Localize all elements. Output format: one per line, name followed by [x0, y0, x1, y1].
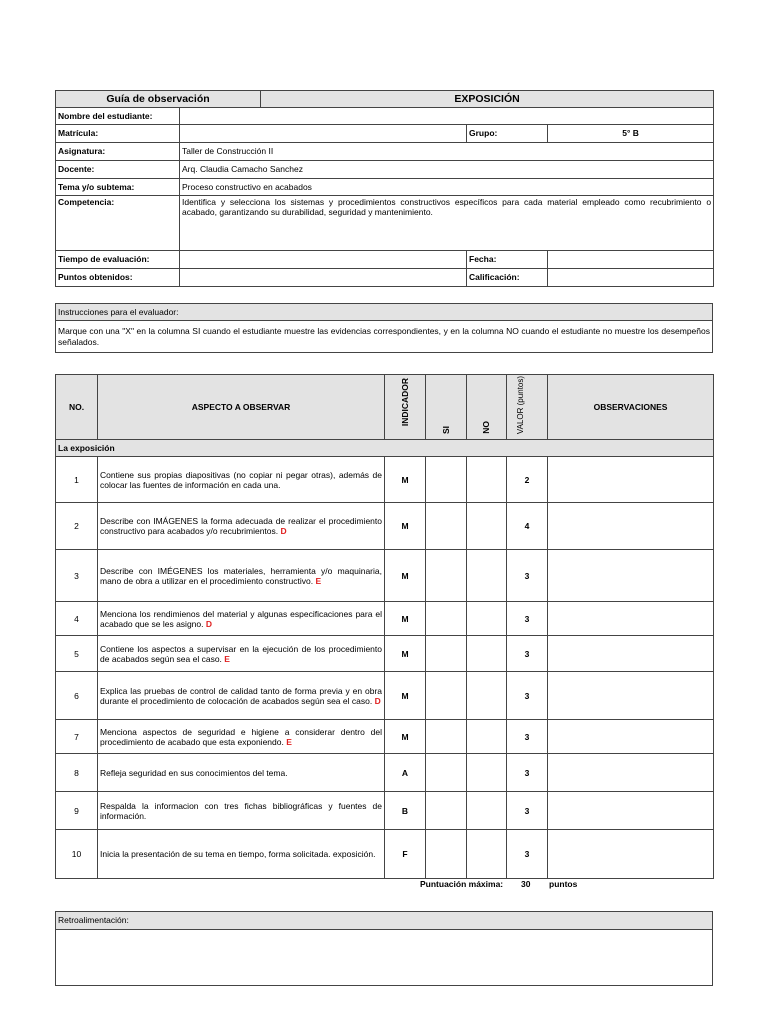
row-aspect-text: Describe con IMÉGENES los materiales, herramienta y/o maquinaria, mano de obra a utilizar en el procedimiento constructivo. — [100, 565, 382, 586]
row-aspect-text: Refleja seguridad en sus conocimientos del tema. — [100, 767, 288, 778]
row-value: 3 — [507, 754, 548, 792]
row-aspect-text: Menciona los rendimienos del material y algunas especificaciones para el acabado que se les asigno. — [100, 608, 382, 629]
table-row — [56, 792, 714, 830]
observation-table — [55, 374, 714, 879]
row-no-cell[interactable] — [467, 830, 507, 879]
guide-title: Guía de observación — [56, 91, 261, 108]
row-si-cell[interactable] — [426, 792, 467, 830]
col-header-si: SI — [426, 375, 467, 440]
row-observations[interactable] — [548, 792, 714, 830]
tema-label: Tema y/o subtema: — [56, 179, 180, 196]
row-no-cell[interactable] — [467, 754, 507, 792]
table-row — [56, 503, 714, 550]
row-number: 7 — [56, 720, 98, 754]
docente-value: Arq. Claudia Camacho Sanchez — [180, 161, 714, 179]
asignatura-label: Asignatura: — [56, 143, 180, 161]
row-indicator: M — [385, 672, 426, 720]
exposicion-title: EXPOSICIÓN — [261, 91, 714, 108]
row-aspect — [98, 792, 385, 830]
row-observations[interactable] — [548, 602, 714, 636]
row-aspect-text: Respalda la informacion con tres fichas bibliográficas y fuentes de información. — [100, 800, 382, 821]
row-value: 3 — [507, 602, 548, 636]
row-number: 10 — [56, 830, 98, 879]
row-aspect-text: Inicia la presentación de su tema en tiempo, forma solicitada. exposición. — [100, 849, 376, 860]
row-observations[interactable] — [548, 672, 714, 720]
table-row — [56, 550, 714, 602]
row-value: 3 — [507, 636, 548, 672]
matricula-value — [180, 125, 467, 143]
row-observations[interactable] — [548, 754, 714, 792]
row-aspect — [98, 636, 385, 672]
header-table — [55, 90, 714, 287]
row-value: 2 — [507, 457, 548, 503]
row-number: 6 — [56, 672, 98, 720]
row-observations[interactable] — [548, 830, 714, 879]
calificacion-label: Calificación: — [467, 269, 548, 287]
row-value: 3 — [507, 550, 548, 602]
asignatura-value: Taller de Construcción II — [180, 143, 714, 161]
row-no-cell[interactable] — [467, 602, 507, 636]
row-value: 3 — [507, 720, 548, 754]
table-row — [56, 672, 714, 720]
row-number: 8 — [56, 754, 98, 792]
table-row — [56, 636, 714, 672]
table-row — [56, 720, 714, 754]
row-mark: E — [286, 736, 292, 747]
instructions-text: Marque con una "X" en la columna SI cuando el estudiante muestre las evidencias correspondientes, y en la columna NO cuando el estudiante no muestre los desempeños señalados. — [56, 321, 713, 353]
row-value: 3 — [507, 792, 548, 830]
row-indicator: M — [385, 602, 426, 636]
row-aspect — [98, 754, 385, 792]
puntos-value — [180, 269, 467, 287]
row-indicator: B — [385, 792, 426, 830]
col-header-no: NO. — [56, 375, 98, 440]
docente-label: Docente: — [56, 161, 180, 179]
fecha-value — [548, 251, 714, 269]
row-number: 1 — [56, 457, 98, 503]
row-si-cell[interactable] — [426, 636, 467, 672]
row-si-cell[interactable] — [426, 720, 467, 754]
competencia-value: Identifica y selecciona los sistemas y procedimientos constructivos específicos para cada material empleado como recubrimiento o acabado, garantizando su durabilidad, seguridad y mantenimiento. — [180, 196, 714, 251]
row-no-cell[interactable] — [467, 503, 507, 550]
row-aspect — [98, 720, 385, 754]
row-observations[interactable] — [548, 457, 714, 503]
student-value — [180, 108, 714, 125]
row-aspect-text: Explica las pruebas de control de calidad tanto de forma previa y en obra durante el procedimiento de colocación de acabados según sea el caso. — [100, 685, 382, 706]
row-aspect-text: Describe con IMÁGENES la forma adecuada de realizar el procedimiento constructivo para acabados y/o recubrimientos. — [100, 516, 382, 537]
calificacion-value — [548, 269, 714, 287]
score-label: Puntuación máxima: — [420, 879, 504, 889]
row-value: 4 — [507, 503, 548, 550]
row-value: 3 — [507, 672, 548, 720]
row-si-cell[interactable] — [426, 602, 467, 636]
feedback-title: Retroalimentación: — [56, 912, 713, 930]
instructions-table — [55, 303, 713, 353]
col-header-indicador: INDICADOR — [385, 375, 426, 440]
row-no-cell[interactable] — [467, 720, 507, 754]
row-number: 2 — [56, 503, 98, 550]
student-label: Nombre del estudiante: — [56, 108, 180, 125]
row-aspect — [98, 457, 385, 503]
row-no-cell[interactable] — [467, 636, 507, 672]
row-number: 5 — [56, 636, 98, 672]
row-mark: D — [205, 618, 213, 629]
row-aspect-text: Menciona aspectos de seguridad e higiene a considerar dentro del procedimiento de acabado que esta exponiendo. — [100, 726, 382, 747]
row-mark: D — [374, 695, 381, 706]
row-si-cell[interactable] — [426, 503, 467, 550]
feedback-table — [55, 911, 713, 986]
row-aspect-text: Contiene sus propias diapositivas (no copiar ni pegar otras), además de colocar las fuentes de información en cada una. — [100, 469, 382, 490]
row-aspect — [98, 550, 385, 602]
row-si-cell[interactable] — [426, 754, 467, 792]
row-indicator: M — [385, 550, 426, 602]
row-indicator: M — [385, 720, 426, 754]
col-header-observaciones: OBSERVACIONES — [548, 375, 714, 440]
puntos-label: Puntos obtenidos: — [56, 269, 180, 287]
row-mark: E — [224, 653, 230, 664]
grupo-value: 5° B — [548, 125, 714, 143]
row-si-cell[interactable] — [426, 550, 467, 602]
tema-value: Proceso constructivo en acabados — [180, 179, 714, 196]
row-aspect — [98, 602, 385, 636]
row-number: 4 — [56, 602, 98, 636]
row-indicator: M — [385, 457, 426, 503]
col-header-no-check: NO — [467, 375, 507, 440]
row-observations[interactable] — [548, 720, 714, 754]
row-observations[interactable] — [548, 550, 714, 602]
instructions-title: Instrucciones para el evaluador: — [56, 304, 713, 321]
row-number: 3 — [56, 550, 98, 602]
row-no-cell[interactable] — [467, 457, 507, 503]
tiempo-label: Tiempo de evaluación: — [56, 251, 180, 269]
row-no-cell[interactable] — [467, 672, 507, 720]
row-si-cell[interactable] — [426, 830, 467, 879]
row-no-cell[interactable] — [467, 550, 507, 602]
score-value: 30 — [521, 879, 531, 889]
row-no-cell[interactable] — [467, 792, 507, 830]
row-indicator: F — [385, 830, 426, 879]
table-row — [56, 754, 714, 792]
row-si-cell[interactable] — [426, 672, 467, 720]
table-row — [56, 830, 714, 879]
row-mark: D — [280, 526, 287, 537]
col-header-aspecto: ASPECTO A OBSERVAR — [98, 375, 385, 440]
row-si-cell[interactable] — [426, 457, 467, 503]
row-aspect — [98, 830, 385, 879]
row-mark: E — [315, 575, 322, 586]
row-observations[interactable] — [548, 636, 714, 672]
matricula-label: Matrícula: — [56, 125, 180, 143]
row-indicator: M — [385, 503, 426, 550]
row-number: 9 — [56, 792, 98, 830]
section-title: La exposición — [56, 440, 714, 457]
tiempo-value — [180, 251, 467, 269]
feedback-area[interactable] — [56, 930, 713, 986]
row-aspect — [98, 672, 385, 720]
competencia-label: Competencia: — [56, 196, 180, 251]
row-value: 3 — [507, 830, 548, 879]
col-header-valor: VALOR (puntos) — [507, 375, 548, 440]
score-unit: puntos — [549, 879, 578, 889]
row-indicator: A — [385, 754, 426, 792]
table-row — [56, 457, 714, 503]
grupo-label: Grupo: — [467, 125, 548, 143]
fecha-label: Fecha: — [467, 251, 548, 269]
table-row — [56, 602, 714, 636]
row-aspect-text: Contiene los aspectos a supervisar en la ejecución de los procedimiento de acabados según sea el caso. — [100, 643, 382, 664]
row-indicator: M — [385, 636, 426, 672]
rows-body — [56, 457, 714, 879]
row-observations[interactable] — [548, 503, 714, 550]
row-aspect — [98, 503, 385, 550]
